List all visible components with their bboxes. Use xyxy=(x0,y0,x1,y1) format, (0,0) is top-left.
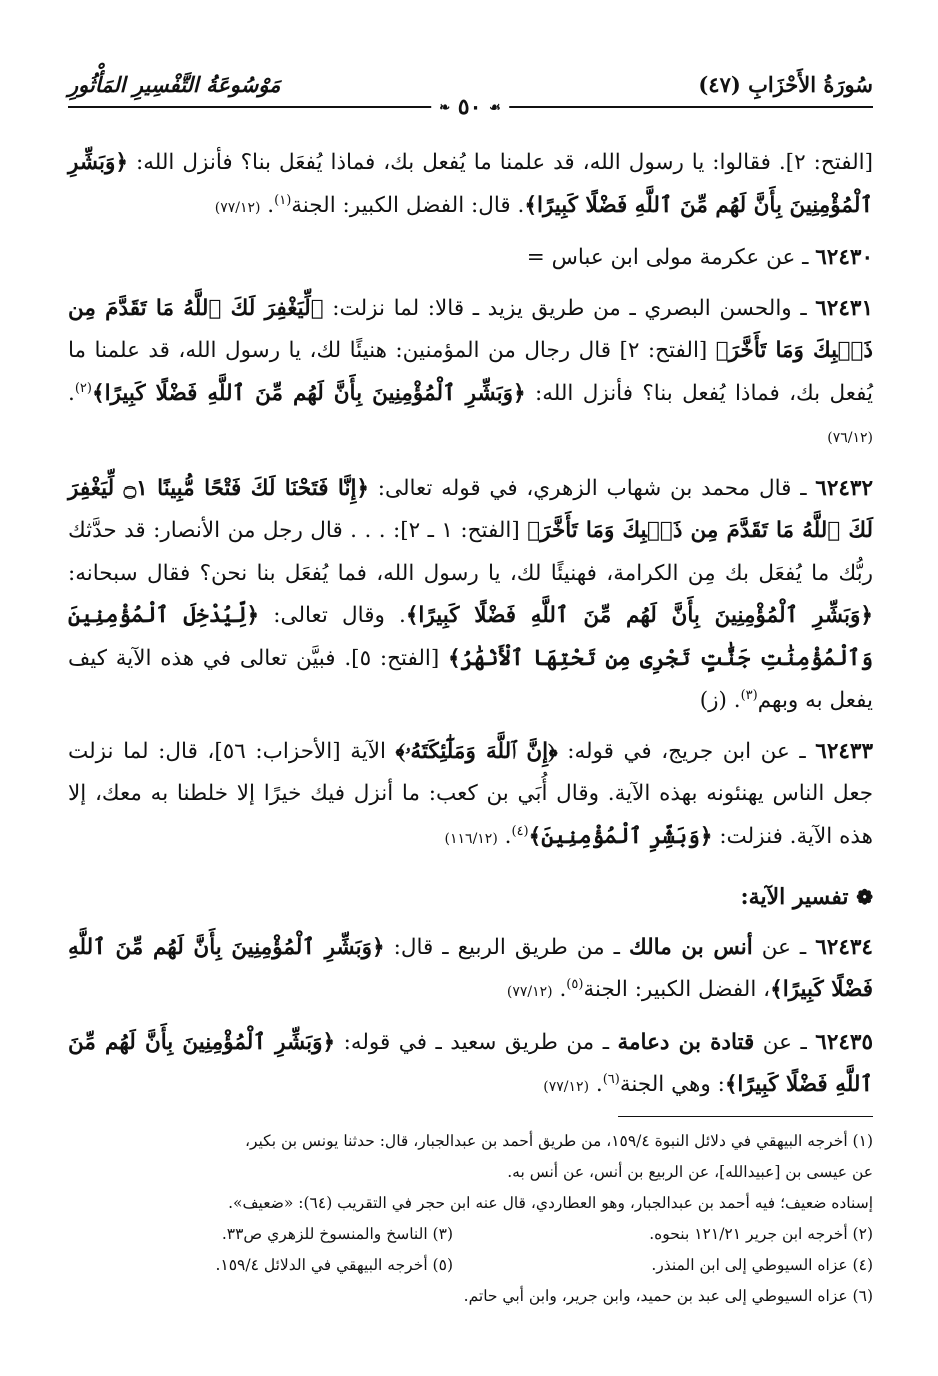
section-heading-label: تفسير الآية: xyxy=(740,884,849,910)
text-segment: . xyxy=(589,1072,603,1097)
text-segment: . xyxy=(68,380,75,406)
footnote-row xyxy=(68,1219,873,1250)
footnotes xyxy=(68,1126,873,1312)
text-segment: : وهي الجنة xyxy=(619,1072,725,1097)
quran-quote: ﴿إِنَّ ٱللَّهَ وَمَلَٰٓئِكَتَهُۥ﴾ xyxy=(395,738,558,764)
ornament-right-icon: ☙ xyxy=(489,100,501,116)
page-number-box xyxy=(431,94,509,120)
text-segment: ـ والحسن البصري ـ من طريق يزيد ـ قالا: لما نزلت: xyxy=(323,295,816,321)
quran-quote: ﴿وَبَشِّرِ ٱلْمُؤْمِنِينَ بِأَنَّ لَهُم مِّنَ ٱللَّهِ فَضْلًا كَبِيرًا﴾ xyxy=(68,934,873,1002)
text-segment: ـ عن ابن جريج، في قوله: xyxy=(557,738,816,764)
footnote-3: (٣) الناسخ والمنسوخ للزهري ص٣٣. xyxy=(221,1225,453,1243)
text-segment: [الفتح: ٢]. فقالوا: يا رسول الله، قد علمنا ما يُفعل بك، فماذا يُفعَل بنا؟ فأنزل الله: xyxy=(128,150,873,175)
volume-reference: (١١٦/١٢) xyxy=(444,830,498,847)
text-segment: ، الفضل الكبير: الجنة xyxy=(583,977,771,1002)
text-segment: ـ عن عكرمة مولى ابن عباس = xyxy=(526,245,816,270)
footnote-5: (٥) أخرجه البيهقي في الدلائل ١٥٩/٤. xyxy=(215,1256,453,1274)
quran-quote: ﴿لِّيَغْفِرَ لَكَ ٱللَّهُ مَا تَقَدَّمَ مِن ذَنۢبِكَ وَمَا تَأَخَّرَ﴾ xyxy=(68,295,873,363)
text-segment: الآية [الأحزاب: ٥٦]، قال: لما نزلت جعل الناس يهنئونه بهذه الآية. وقال أُبَي بن كعب: ما أنزل فيك خيرًا إلا خلطنا به معك، إلا هذه الآية. فنزلت: xyxy=(68,738,873,849)
narration-62430 xyxy=(68,237,873,280)
page-header xyxy=(68,66,873,120)
footnote-separator xyxy=(618,1116,873,1117)
narration-number: ٦٢٤٣٠ xyxy=(815,245,873,270)
text-segment: . xyxy=(497,823,512,849)
footnote-1-line-3: إسناده ضعيف؛ فيه أحمد بن عبدالجبار، وهو العطاردي، قال عنه ابن حجر في التقريب (٦٤): «ضعيف». xyxy=(228,1194,873,1212)
footnote-marker[interactable]: (٥) xyxy=(566,976,584,992)
text-segment: ـ عن xyxy=(752,934,816,960)
narration-continued xyxy=(68,142,873,229)
text-segment: ـ من طريق الربيع ـ قال: xyxy=(384,934,629,960)
narration-number: ٦٢٤٣٥ xyxy=(815,1029,874,1055)
volume-reference: (٧٧/١٢) xyxy=(543,1079,590,1095)
footnote-marker[interactable]: (٢) xyxy=(74,380,92,396)
text-segment: ـ قال محمد بن شهاب الزهري، في قوله تعالى: xyxy=(369,475,816,501)
footnote-marker[interactable]: (٤) xyxy=(511,823,529,839)
quran-quote: ﴿وَبَشِّرِ ٱلْمُؤْمِنِينَ بِأَنَّ لَهُم مِّنَ ٱللَّهِ فَضْلًا كَبِيرًا﴾ xyxy=(68,1029,873,1097)
narration-number: ٦٢٤٣٢ xyxy=(815,475,874,501)
flower-ornament-icon: ❁ xyxy=(856,885,873,909)
book-title: مَوْسُوعَةُ التَّفْسِيرِ المَأْثُورِ xyxy=(68,72,281,97)
narration-number: ٦٢٤٣١ xyxy=(815,295,873,321)
footnote-marker[interactable]: (١) xyxy=(274,192,292,208)
footnote-marker[interactable]: (٦) xyxy=(602,1071,620,1087)
surah-title: سُورَةُ الأَحْزَابِ (٤٧) xyxy=(698,72,873,97)
narration-62431 xyxy=(68,288,873,460)
narration-62433 xyxy=(68,731,873,861)
narration-number: ٦٢٤٣٣ xyxy=(815,738,874,764)
volume-reference: (٧٦/١٢) xyxy=(827,430,873,446)
narrator-name: أنس بن مالك xyxy=(628,934,753,960)
footnote-6: (٦) عزاه السيوطي إلى عبد بن حميد، وابن جرير، وابن أبي حاتم. xyxy=(463,1287,873,1305)
narrator-name: قتادة بن دعامة xyxy=(617,1029,755,1055)
section-heading xyxy=(68,876,873,919)
text-segment: . xyxy=(260,192,275,218)
volume-reference: (٧٧/١٢) xyxy=(214,199,261,216)
footnote-1-line-1: (١) أخرجه البيهقي في دلائل النبوة ١٥٩/٤، من طريق أحمد بن عبدالجبار، قال: حدثنا يونس بن بكير، xyxy=(244,1132,873,1150)
quran-quote: ﴿إِنَّا فَتَحْنَا لَكَ فَتْحًا مُّبِينًا ۝١ لِّيَغْفِرَ لَكَ ٱللَّهُ مَا تَقَدَّمَ مِن ذَنۢبِكَ وَمَا تَأَخَّرَ﴾ xyxy=(68,475,873,543)
quran-quote: ﴿وَبَشِّرِ ٱلْمُؤْمِنِينَ﴾ xyxy=(528,823,713,849)
narration-62432 xyxy=(68,468,873,723)
footnote-1-line-2: عن عيسى بن [عبيدالله]، عن الربيع بن أنس، عن أنس به. xyxy=(507,1163,873,1181)
narration-62434 xyxy=(68,927,873,1014)
text-segment: . (ز) xyxy=(699,688,741,713)
text-segment: ـ عن xyxy=(754,1029,816,1055)
text-segment: [الفتح: ٢] قال رجال من المؤمنين: هنيئًا لك، يا رسول الله، قد علمنا ما يُفعل بك، فماذا يُفعل بنا؟ فأنزل الله: xyxy=(68,338,873,406)
narration-number: ٦٢٤٣٤ xyxy=(815,934,873,960)
text-segment: ـ من طريق سعيد ـ في قوله: xyxy=(335,1029,618,1055)
footnote-2: (٢) أخرجه ابن جرير ١٢١/٢١ بنحوه. xyxy=(649,1225,873,1243)
text-segment: . xyxy=(552,977,567,1002)
footnote-marker[interactable]: (٣) xyxy=(740,687,758,703)
quran-quote: ﴿وَبَشِّرِ ٱلْمُؤْمِنِينَ بِأَنَّ لَهُم مِّنَ ٱللَّهِ فَضْلًا كَبِيرًا﴾ xyxy=(91,380,526,406)
text-segment: . قال: الفضل الكبير: الجنة xyxy=(291,192,525,218)
quran-quote: ﴿وَبَشِّرِ ٱلْمُؤْمِنِينَ بِأَنَّ لَهُم مِّنَ ٱللَّهِ فَضْلًا كَبِيرًا﴾ xyxy=(68,150,873,218)
ornament-left-icon: ❧ xyxy=(439,100,451,116)
quran-quote: ﴿لِّيُدْخِلَ ٱلْمُؤْمِنِينَ وَٱلْمُؤْمِنَٰتِ جَنَّٰتٍ تَجْرِى مِن تَحْتِهَا ٱلْأَنْهَٰرُ﴾ xyxy=(68,603,873,671)
page-number: ٥٠ xyxy=(457,94,482,120)
footnote-4: (٤) عزاه السيوطي إلى ابن المنذر. xyxy=(651,1256,873,1274)
volume-reference: (٧٧/١٢) xyxy=(506,984,553,1000)
text-segment: [الفتح: ١ ـ ٢]: . . . قال رجل من الأنصار: قد حدَّثك ربُّك ما يُفعَل بك مِن الكرامة، فهنيئًا لك، يا رسول الله، فما يُفعَل بنا نحن؟ فقال سبحانه: xyxy=(68,518,873,586)
main-text xyxy=(68,142,873,1117)
footnote-row xyxy=(68,1250,873,1281)
quran-quote: ﴿وَبَشِّرِ ٱلْمُؤْمِنِينَ بِأَنَّ لَهُم مِّنَ ٱللَّهِ فَضْلًا كَبِيرًا﴾ xyxy=(405,603,873,628)
narration-62435 xyxy=(68,1022,873,1109)
text-segment: [الفتح: ٥]. فبيَّن تعالى في هذه الآية كيف يفعل به وبهم xyxy=(68,645,873,713)
text-segment: . وقال تعالى: xyxy=(259,603,406,628)
